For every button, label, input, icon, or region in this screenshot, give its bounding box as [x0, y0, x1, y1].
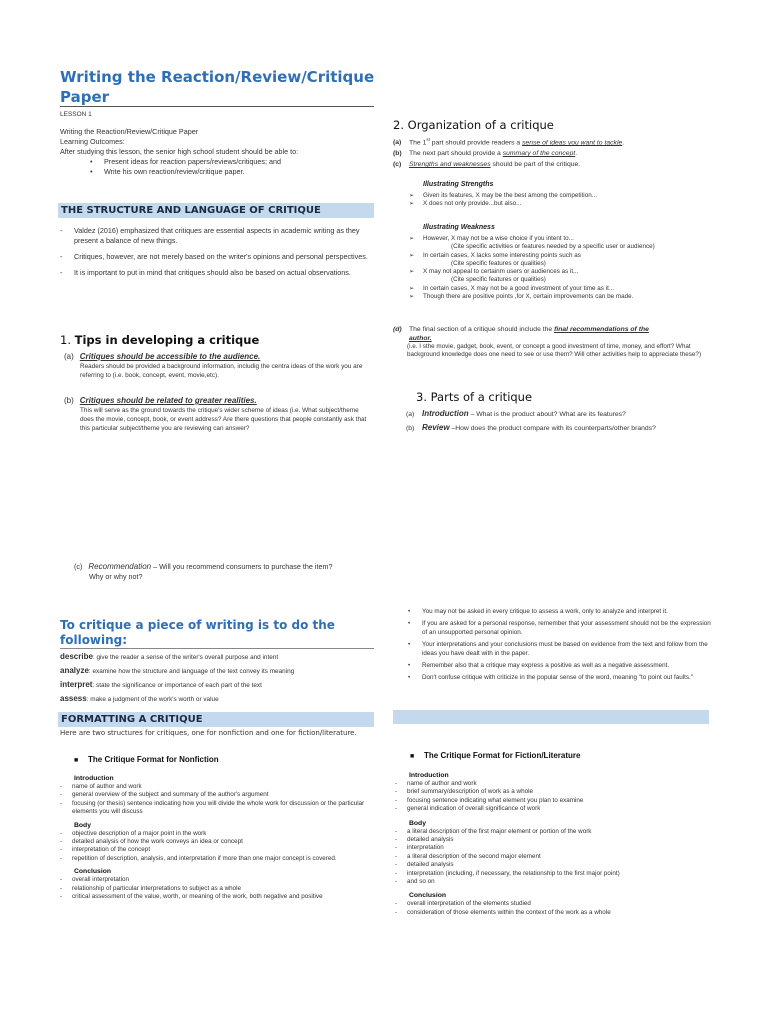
list-item: - detailed analysis of how the work conveys an idea or concept — [60, 838, 370, 846]
critique-piece-list — [60, 650, 376, 706]
list-item: • Present ideas for reaction papers/reviews/critiques; and — [90, 157, 281, 166]
structure-heading: THE STRUCTURE AND LANGUAGE OF CRITIQUE — [58, 203, 374, 218]
parts-items — [406, 407, 716, 435]
list-item: - Valdez (2016) emphasized that critiques are essential aspects in academic writing as they present a balance of new things. — [60, 226, 360, 245]
list-item: - general indication of overall significance of work — [395, 805, 713, 813]
notes-list — [402, 608, 714, 683]
list-item: - focusing (or thesis) sentence indicating how you will divide the whole work for discussion or the particular elements you will discuss — [60, 800, 370, 817]
outcomes-intro: After studying this lesson, the senior high school student should be able to: — [60, 147, 299, 156]
list-item: assess: make a judgment of the work's worth or value — [60, 694, 219, 703]
parts-heading: 3. Parts of a critique — [416, 390, 533, 404]
list-item: - brief summary/description of work as a whole — [395, 788, 713, 796]
fiction-format — [410, 751, 710, 762]
list-item: - detailed analysis — [395, 861, 713, 869]
list-item: • Write his own reaction/review/critique paper. — [90, 167, 245, 176]
list-item: • If you are asked for a personal response, remember that your assessment should not be the expression of an unsupported personal opinion. — [408, 620, 711, 636]
list-item: - consideration of those elements within the context of the work as a whole — [395, 909, 713, 917]
list-item: - and so on — [395, 878, 713, 886]
strengths-block — [409, 180, 713, 209]
structure-points — [60, 226, 370, 278]
formatting-intro: Here are two structures for critiques, one for nonfiction and one for fiction/literature. — [60, 729, 357, 737]
list-item: - objective description of a major point in the work — [60, 830, 370, 838]
list-item: - name of author and work — [395, 780, 713, 788]
page-title: Writing the Reaction/Review/Critique Paper — [60, 68, 375, 106]
outcomes-label: Learning Outcomes: — [60, 137, 125, 146]
list-item: - Critiques, however, are not merely based on the writer's opinions and personal perspectives. — [60, 252, 368, 261]
list-item: - interpretation of the concept — [60, 846, 370, 854]
list-item: - repetition of description, analysis, and interpretation if more than one major concept is covered. — [60, 855, 370, 863]
organization-heading: 2. Organization of a critique — [393, 118, 554, 132]
organization-items — [393, 134, 713, 170]
nonfiction-body: Introduction - name of author and work - general overview of the subject and summary of the author's argument - focusing (or thesis) sentence indicating how you will divide the whole work for discussion or the particular elements you will discuss Body - objective description of a major point in the work - detailed analysis of how the work conveys an idea or concept - interpretation of the concept - repetition of description, analysis, and interpretation if more than one major concept is covered. Conclusion - overall interpretation - relationship of particular interpretations to subject as a whole - critical assessment of the value, worth, or meaning of the work, both negative and positive — [60, 774, 370, 901]
fiction-body: Introduction - name of author and work - brief summary/description of work as a whole - focusing sentence indicating what element you plan to examine - general indication of overall significance of work Body - a literal description of the first major element or portion of the work - detailed analysis - interpretation - a literal description of the second major element - detailed analysis - interpretation (including, if necessary, the relationship to the first major point) - and so on Conclusion - overall interpretation of the elements studied - consideration of those elements within the context of the work as a whole — [395, 771, 713, 917]
list-item: • Remember also that a critique may express a positive as well as a negative assessment. — [408, 662, 670, 670]
list-item: - interpretation — [395, 844, 713, 852]
tip-b: (b) Critiques should be related to greater realities. This will serve as the ground towards the critique's wider scheme of ideas (i.e. What subject/theme does the movie, concept, book, or event address? Are there questions that people constantly ask that this particular subject/theme you are reviewing can answer? — [64, 396, 367, 432]
critique-piece-rule — [60, 648, 374, 649]
list-item: - general overview of the subject and summary of the author's argument — [60, 791, 370, 799]
formatting-band-right — [393, 710, 709, 724]
lesson-label: LESSON 1 — [60, 111, 92, 118]
list-item: ➢ In certain cases, X lacks some interesting points such as — [409, 251, 581, 259]
list-item: (a) The 1st part should provide readers a sense of ideas you want to tackle. — [393, 137, 625, 147]
list-item: • Don't confuse critique with criticize in the popular sense of the word, meaning "to point out faults." — [408, 674, 693, 682]
list-item: ➢ X may not appeal to certainm users or audiences as it... — [409, 268, 579, 276]
critique-piece-heading: To critique a piece of writing is to do the following: — [60, 618, 335, 647]
outcomes-list — [88, 157, 360, 177]
list-item: interpret: state the significance or importance of each part of the text — [60, 680, 262, 689]
list-item: analyze: examine how the structure and language of the text convey its meaning — [60, 666, 295, 675]
organization-d: (d) The final section of a critique should include the final recommendations of the author. (i.e. I sthe movie, gadget, book, event, or concept a good investment of time, money, and effort? What background knowledge does one need to see or use them? Will other activities help to appreciate these?) — [393, 326, 702, 359]
list-item: (b) Review –How does the product compare with its counterparts/other brands? — [406, 423, 656, 432]
list-item: ➢ Given its features, X may be the best among the competition... — [409, 192, 597, 199]
tips-heading: 1. Tips in developing a critique — [60, 333, 260, 347]
list-item: - name of author and work — [60, 783, 370, 791]
list-item: - critical assessment of the value, worth, or meaning of the work, both negative and positive — [60, 893, 370, 901]
title-rule — [60, 106, 374, 107]
list-item: • You may not be asked in every critique to assess a work, only to analyze and interpret it. — [408, 608, 668, 615]
list-item: - relationship of particular interpretations to subject as a whole — [60, 885, 370, 893]
fiction-title: ■ The Critique Format for Fiction/Literature — [410, 751, 581, 760]
list-item: • Your interpretations and your conclusions must be based on evidence from the text and follow from the ideas you have dealt with in the paper. — [408, 641, 708, 657]
list-item: - a literal description of the first major element or portion of the work — [395, 828, 713, 836]
nonfiction-title: ■ The Critique Format for Nonfiction — [74, 755, 219, 764]
outcomes-block — [60, 127, 360, 177]
list-item: (a) Introduction – What is the product about? What are its features? — [406, 409, 626, 418]
list-item: - overall interpretation — [60, 876, 370, 884]
nonfiction-format — [74, 755, 374, 766]
list-item: (b) The next part should provide a summary of the concept. — [393, 150, 578, 158]
list-item: - a literal description of the second major element — [395, 853, 713, 861]
weakness-block: Illustrating Weakness ➢ However, X may not be a wise choice if you intent to... (Cite specific activities or features needed by a specific user or audience) ➢ In certain cases, X lacks some interesting points such as (Cite specific features or qualities) ➢ X may not appeal to certainm users or audiences as it... (Cite specific features or qualities) ➢ In certain cases, X may not be a good investment of your time as it... ➢ Though there are positive points ,for X, certain improvements can be made. — [423, 223, 718, 301]
list-item: describe: give the reader a sense of the writer's overall purpose and intent — [60, 652, 279, 661]
list-item: - It is important to put in mind that critiques should also be based on actual observations. — [60, 268, 351, 277]
list-item: ➢ Though there are positive points ,for X, certain improvements can be made. — [409, 293, 634, 301]
recommendation: (c) Recommendation – Will you recommend consumers to purchase the item? Why or why not? — [74, 562, 333, 581]
subtitle: Writing the Reaction/Review/Critique Paper — [60, 127, 199, 136]
formatting-heading: FORMATTING A CRITIQUE — [58, 712, 374, 727]
list-item: - overall interpretation of the elements studied — [395, 900, 713, 908]
list-item: ➢ In certain cases, X may not be a good investment of your time as it... — [409, 284, 615, 292]
list-item: ➢ X does not only provide...but also... — [409, 200, 522, 208]
tip-a: (a) Critiques should be accessible to the audience. Readers should be provided a background information, includig the centra ideas of the work you are referring to (i.e. book, concept, event, movie,etc). — [64, 352, 363, 379]
list-item: ➢ However, X may not be a wise choice if you intent to... — [409, 235, 574, 242]
list-item: (c) Strengths and weaknesses should be part of the critique. — [393, 161, 581, 169]
strengths-heading: Illustrating Strengths — [423, 181, 494, 188]
list-item: - focusing sentence indicating what element you plan to examine — [395, 797, 713, 805]
list-item: - detailed analysis — [395, 836, 713, 844]
weakness-heading: Illustrating Weakness — [423, 224, 495, 231]
list-item: - interpretation (including, if necessary, the relationship to the first major point) — [395, 870, 713, 878]
